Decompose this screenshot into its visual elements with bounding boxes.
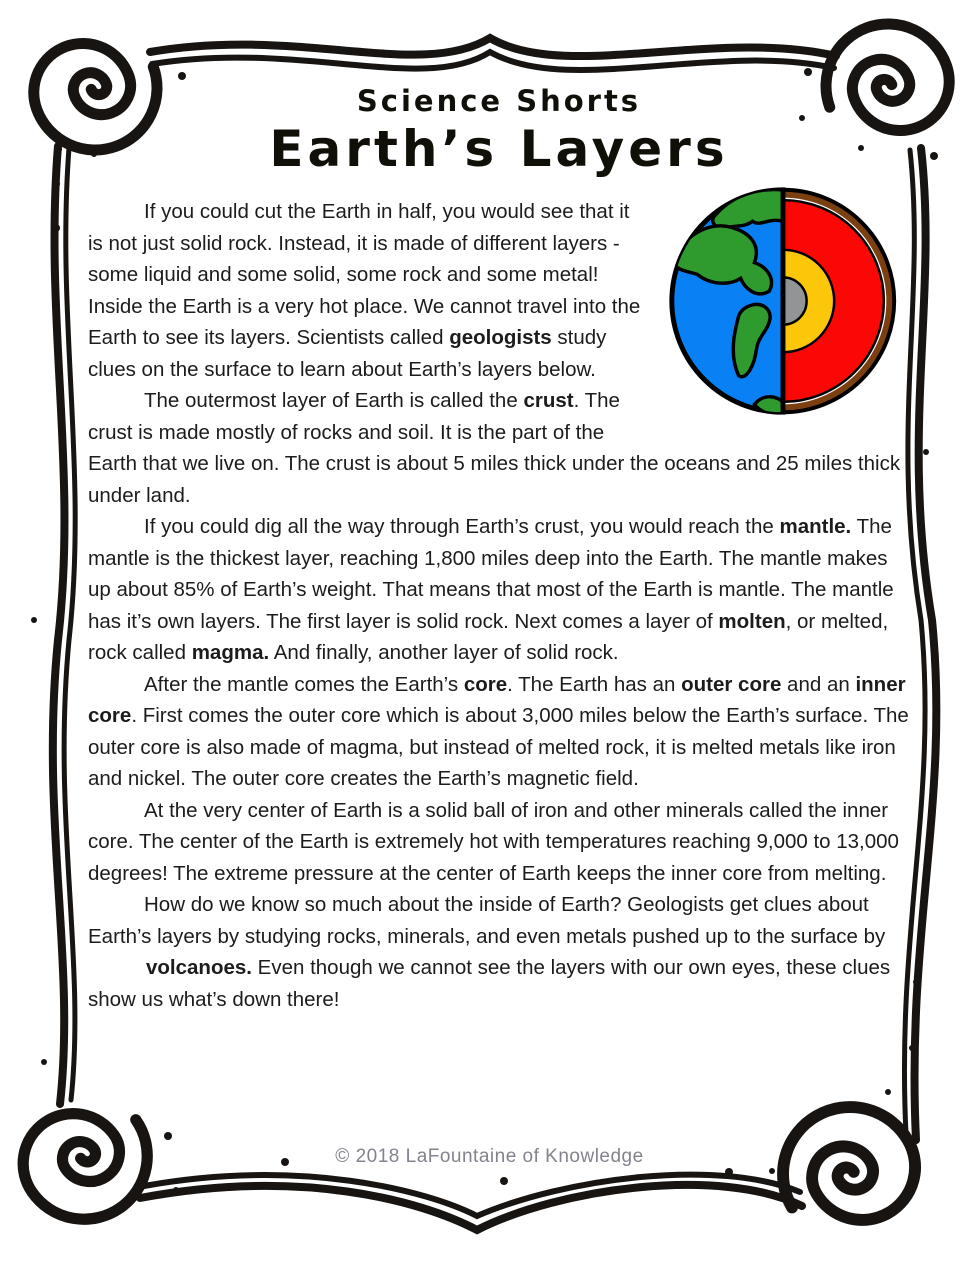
- vocabulary-term: inner core: [88, 672, 906, 727]
- body-text: How do we know so much about the inside of Earth? Geologists get clues about Earth’s layers by studying rocks, minerals, and even metals pushed up to the surface by: [88, 893, 886, 948]
- vocabulary-term: magma.: [191, 641, 270, 664]
- earth-cross-section-icon: [658, 176, 908, 426]
- body-text: And finally, another layer of solid rock.: [269, 641, 619, 664]
- vocabulary-term: geologists: [449, 326, 552, 349]
- border-bottom-line: [140, 1185, 802, 1230]
- body-text: eyes, these clues show us what’s down there!: [88, 956, 891, 1011]
- body-text: Even though we cannot see the layers with our own: [251, 956, 732, 979]
- body-text: , or melted, rock called: [88, 609, 889, 664]
- body-text: study clues on the surface to learn about Earth’s layers below.: [88, 326, 607, 381]
- page-title: Earth’s Layers: [269, 120, 729, 178]
- vocabulary-term: molten: [718, 609, 786, 633]
- body-text: The outermost layer of Earth is called the: [144, 389, 524, 412]
- article: [88, 196, 910, 1015]
- body-text: If you could cut the Earth in half, you would see that it is not just solid rock. Instead, it is made of different layers - some liquid and some solid, some rock and some metal! Inside the Earth is a very hot place. We cannot travel into the Earth to see its layers. Scientists called: [88, 200, 641, 349]
- border-left-line: [53, 146, 65, 1104]
- body-text: The mantle is the thickest layer, reaching 1,800 miles deep into the Earth. The mantle makes up about 85% of Earth’s weight. That means that most of the Earth is mantle. The mantle has it’s own layers. The first layer is solid rock. Next comes a layer of: [88, 515, 894, 633]
- vocabulary-term: crust: [523, 389, 574, 412]
- body-text: . The crust is made mostly of rocks and soil. It is the part of the Earth that we live on. The crust is about 5 miles thick under the oceans and 25 miles thick under land.: [88, 389, 901, 507]
- copyright-text: © 2018 LaFountaine of Knowledge: [335, 1146, 644, 1167]
- page-header: [88, 84, 910, 178]
- body-text: . First comes the outer core which is about 3,000 miles below the Earth’s surface. The outer core is also made of magma, but instead of melted rock, it is melted metals like iron and nickel. The outer core creates the Earth’s magnetic field.: [88, 704, 909, 790]
- body-text: At the very center of Earth is a solid ball of iron and other minerals called the inner core. The center of the Earth is extremely hot with temperatures reaching 9,000 to 13,000 degrees! The extreme pressure at the center of Earth keeps the inner core from melting.: [88, 798, 899, 885]
- body-text: . The Earth has an: [507, 672, 682, 696]
- border-swirl-spacer: [88, 952, 146, 982]
- vocabulary-term: volcanoes.: [146, 956, 252, 979]
- paragraph: [88, 889, 910, 1015]
- series-kicker: Science Shorts: [356, 84, 642, 118]
- body-text: If you could dig all the way through Earth’s crust, you would reach the: [144, 515, 780, 538]
- border-top-line: [152, 52, 834, 70]
- body-text: After the mantle comes the Earth’s: [144, 672, 464, 696]
- vocabulary-term: outer core: [681, 672, 782, 696]
- body-text: and an: [781, 672, 856, 696]
- vocabulary-term: mantle.: [779, 515, 852, 538]
- paragraph: [88, 795, 910, 890]
- paragraph: [88, 511, 910, 669]
- paragraph: [88, 669, 910, 795]
- earth-cross-section-image: [658, 176, 910, 426]
- border-bottom-line: [144, 1175, 800, 1216]
- content-column: [88, 84, 910, 1015]
- vocabulary-term: core: [463, 672, 508, 696]
